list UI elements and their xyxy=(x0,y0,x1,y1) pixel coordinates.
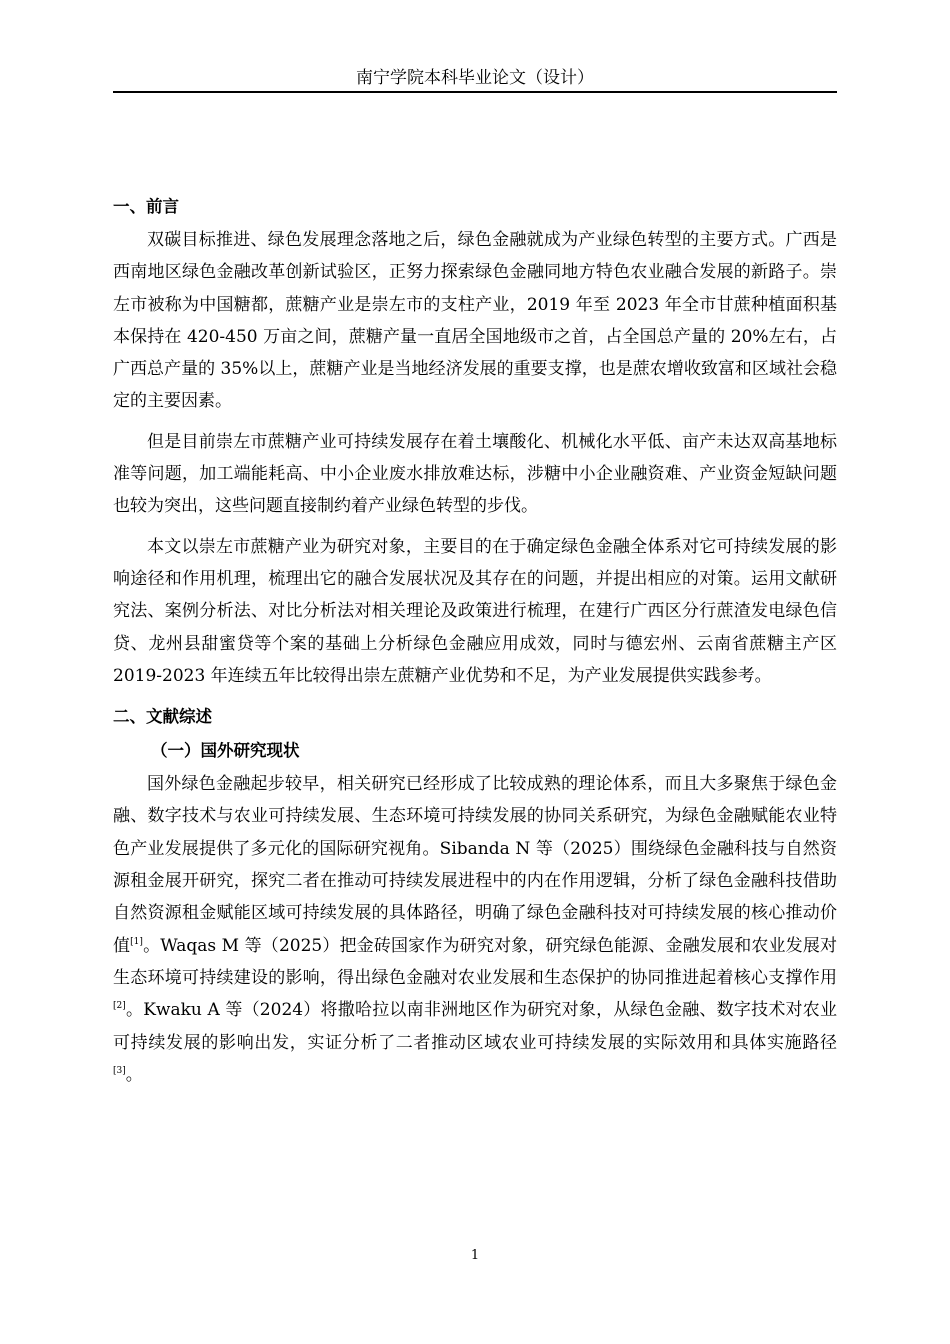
page-number: 1 xyxy=(470,1248,480,1263)
subsection-heading-foreign-research: （一）国外研究现状 xyxy=(151,741,300,761)
paragraph-3: 本文以崇左市蔗糖产业为研究对象，主要目的在于确定绿色金融全体系对它可持续发展的影响途径和作用机理，梳理出它的融合发展状况及其存在的问题，并提出相应的对策。运用文献研究法、案例分析法、对比分析法对相关理论及政策进行梳理，在建行广西区分行蔗渣发电绿色信贷、龙州县甜蜜贷等个案的基础上分析绿色金融应用成效，同时与德宏州、云南省蔗糖主产区 2019-2023 年连续五年比较得出崇左蔗糖产业优势和不足，为产业发展提供实践参考。 xyxy=(113,536,837,686)
paragraph-4-text-b: 。Waqas M 等（2025）把金砖国家作为研究对象，研究绿色能源、金融发展和农业发展对生态环境可持续建设的影响，得出绿色金融对农业发展和生态保护的协同推进起着核心支撑作用 xyxy=(113,935,838,988)
paragraph-2: 但是目前崇左市蔗糖产业可持续发展存在着土壤酸化、机械化水平低、亩产未达双高基地标准等问题，加工端能耗高、中小企业废水排放难达标，涉糖中小企业融资难、产业资金短缺问题也较为突出，这些问题直接制约着产业绿色转型的步伐。 xyxy=(113,431,837,517)
paragraph-4-text-c: 。Kwaku A 等（2024）将撒哈拉以南非洲地区作为研究对象，从绿色金融、数字技术对农业可持续发展的影响出发，实证分析了二者推动区域农业可持续发展的实际效用和具体实施路径 xyxy=(113,1000,837,1053)
citation-1[interactable]: [1] xyxy=(130,936,143,947)
paragraph-4-text-d: 。 xyxy=(125,1064,143,1085)
paper-body xyxy=(113,190,837,1099)
section-heading-literature-review: 二、文献综述 xyxy=(113,707,212,727)
citation-3[interactable]: [3] xyxy=(113,1065,126,1076)
section-heading-introduction: 一、前言 xyxy=(113,197,179,216)
header-title: 南宁学院本科毕业论文（设计） xyxy=(356,68,594,88)
page-header xyxy=(113,66,837,93)
paragraph-4-text-a: 国外绿色金融起步较早，相关研究已经形成了比较成熟的理论体系，而且大多聚焦于绿色金融、数字技术与农业可持续发展、生态环境可持续发展的协同关系研究，为绿色金融赋能农业特色产业发展提供了多元化的国际研究视角。Sibanda N 等（2025）围绕绿色金融科技与自然资源租金展开研究，探究二者在推动可持续发展进程中的内在作用逻辑，分析了绿色金融科技借助自然资源租金赋能区域可持续发展的具体路径，明确了绿色金融科技对可持续发展的核心推动价值 xyxy=(113,774,837,956)
paragraph-1: 双碳目标推进、绿色发展理念落地之后，绿色金融就成为产业绿色转型的主要方式。广西是西南地区绿色金融改革创新试验区，正努力探索绿色金融同地方特色农业融合发展的新路子。崇左市被称为中国糖都，蔗糖产业是崇左市的支柱产业，2019 年至 2023 年全市甘蔗种植面积基本保持在 420-450 万亩之间，蔗糖产量一直居全国地级市之首，占全国总产量的 20%左右，占广西总产量的 35%以上，蔗糖产业是当地经济发展的重要支撑，也是蔗农增收致富和区域社会稳定的主要因素。 xyxy=(113,230,837,412)
citation-2[interactable]: [2] xyxy=(113,1001,126,1012)
paragraph-4 xyxy=(113,768,837,1091)
